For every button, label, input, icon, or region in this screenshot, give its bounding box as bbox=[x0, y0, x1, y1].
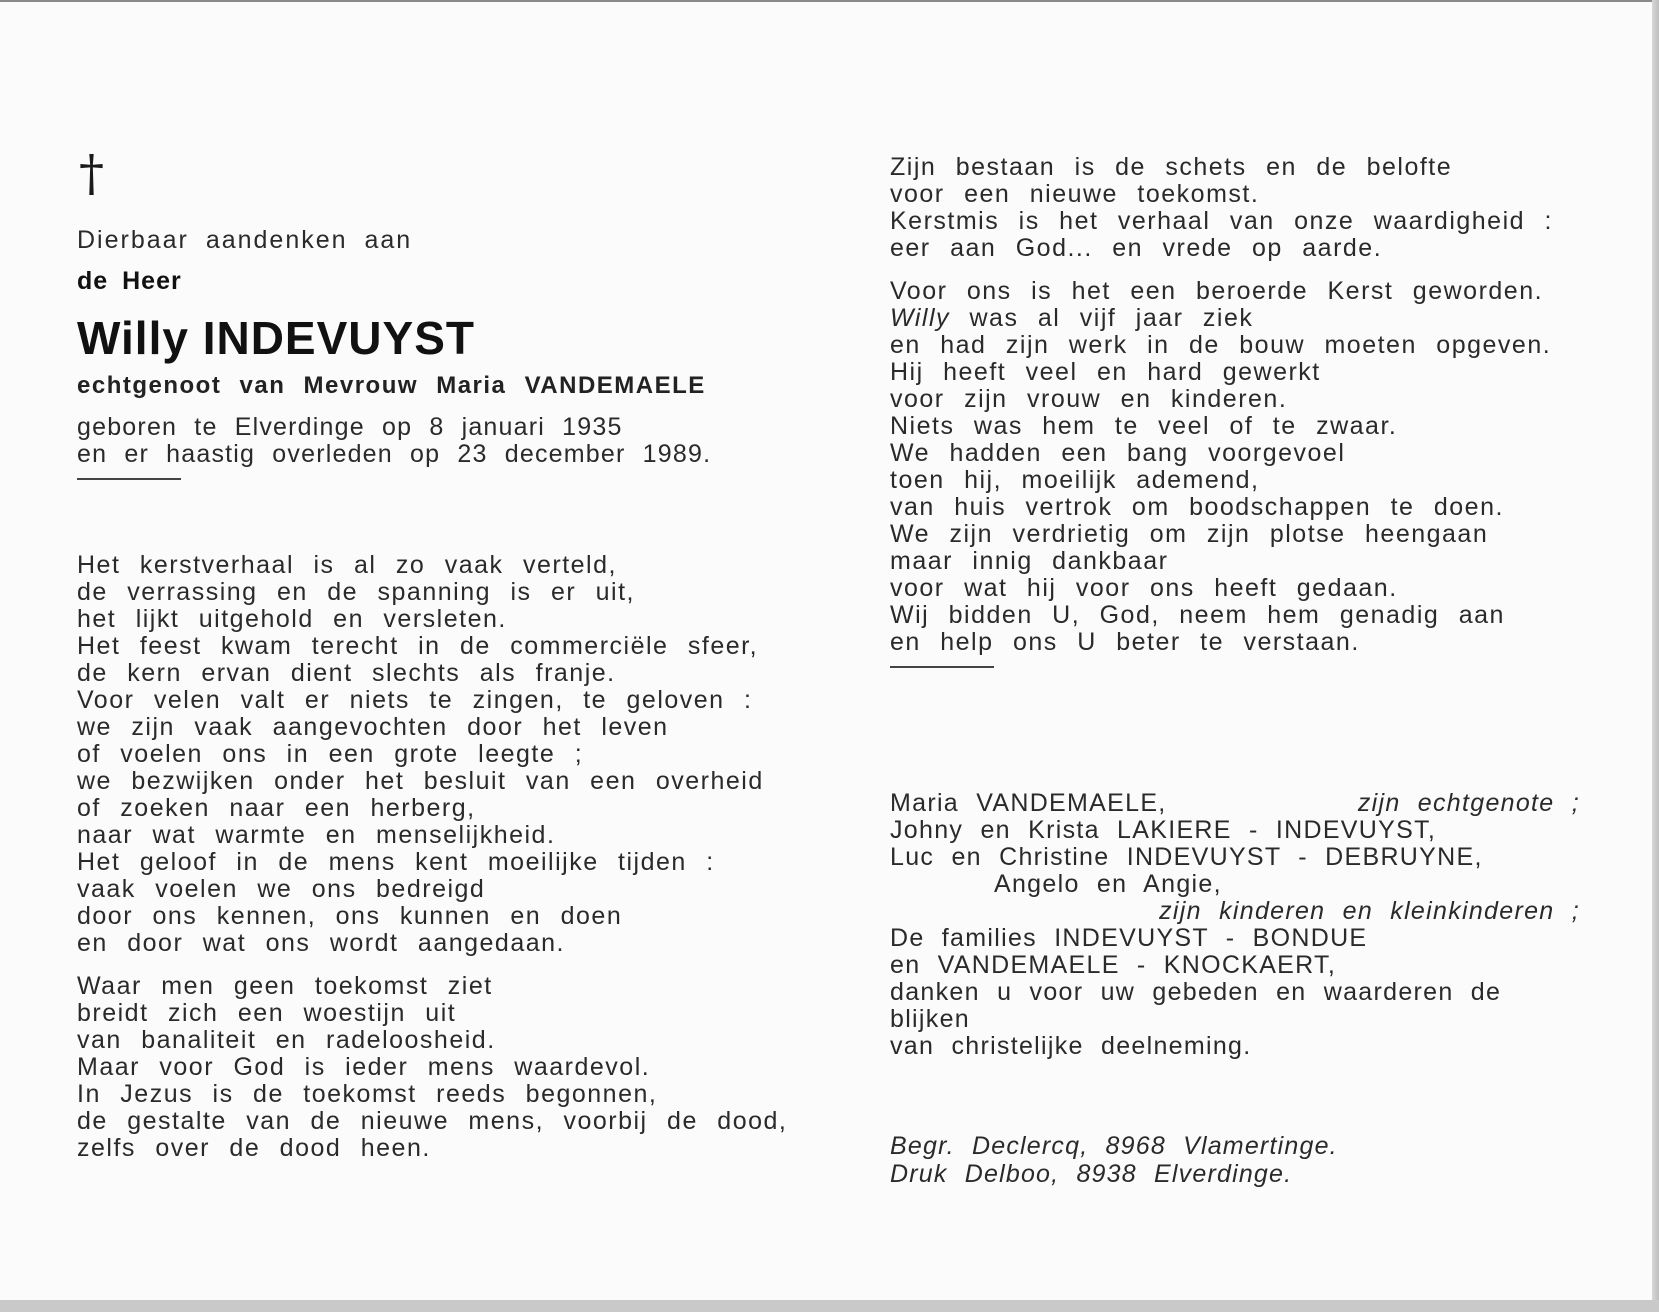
families-line: en VANDEMAELE - KNOCKAERT, bbox=[890, 951, 1337, 979]
printer-line: Druk Delboo, 8938 Elverdinge. bbox=[890, 1160, 1293, 1188]
verse-line: we zijn vaak aangevochten door het leven bbox=[77, 713, 669, 741]
verse-line-rest: was al vijf jaar ziek bbox=[950, 304, 1254, 332]
verse-line: Het kerstverhaal is al zo vaak verteld, bbox=[77, 551, 617, 579]
divider bbox=[890, 666, 994, 668]
verse-line: Het feest kwam terecht in de commerciële sfeer, bbox=[77, 632, 759, 660]
verse-line: In Jezus is de toekomst reeds begonnen, bbox=[77, 1080, 658, 1108]
verse-line: de verrassing en de spanning is er uit, bbox=[77, 578, 635, 606]
verse-line: en door wat ons wordt aangedaan. bbox=[77, 929, 565, 957]
verse-line: Maar voor God is ieder mens waardevol. bbox=[77, 1053, 651, 1081]
verse-line: voor wat hij voor ons heeft gedaan. bbox=[890, 574, 1398, 602]
verse-line bbox=[890, 305, 1590, 332]
verse-line: Hij heeft veel en hard gewerkt bbox=[890, 358, 1321, 386]
right-column bbox=[890, 154, 1590, 1188]
verse-line: Het geloof in de mens kent moeilijke tijden : bbox=[77, 848, 715, 876]
birth-line: geboren te Elverdinge op 8 januari 1935 bbox=[77, 413, 623, 441]
verse-line: de gestalte van de nieuwe mens, voorbij de dood, bbox=[77, 1107, 788, 1135]
verse-line: en had zijn werk in de bouw moeten opgeven. bbox=[890, 331, 1552, 359]
verse-line: breidt zich een woestijn uit bbox=[77, 999, 457, 1027]
divider bbox=[77, 478, 181, 480]
wife-name: Maria VANDEMAELE, bbox=[890, 789, 1167, 817]
thanks-line: van christelijke deelneming. bbox=[890, 1032, 1252, 1060]
right-verse-1 bbox=[890, 154, 1590, 262]
verse-line: eer aan God... en vrede op aarde. bbox=[890, 234, 1383, 262]
verse-line: Niets was hem te veel of te zwaar. bbox=[890, 412, 1398, 440]
verse-line: zelfs over de dood heen. bbox=[77, 1134, 431, 1162]
spouse-line: echtgenoot van Mevrouw Maria VANDEMAELE bbox=[77, 372, 706, 399]
left-verse-2 bbox=[77, 973, 797, 1162]
verse-line: en help ons U beter te verstaan. bbox=[890, 628, 1360, 656]
verse-line: We zijn verdrietig om zijn plotse heengaan bbox=[890, 520, 1489, 548]
verse-line: Waar men geen toekomst ziet bbox=[77, 972, 493, 1000]
verse-line: van huis vertrok om boodschappen te doen. bbox=[890, 493, 1504, 521]
verse-line: de kern ervan dient slechts als franje. bbox=[77, 659, 616, 687]
verse-line: Voor ons is het een beroerde Kerst geworden. bbox=[890, 277, 1544, 305]
card-edge bbox=[1652, 0, 1659, 1312]
verse-line: vaak voelen we ons bedreigd bbox=[77, 875, 486, 903]
birth-death-dates bbox=[77, 414, 797, 468]
thanks-line: danken u voor uw gebeden en waarderen de blijken bbox=[890, 978, 1502, 1033]
families-line: De families INDEVUYST - BONDUE bbox=[890, 924, 1368, 952]
verse-line: Zijn bestaan is de schets en de belofte bbox=[890, 153, 1453, 181]
verse-line: We hadden een bang voorgevoel bbox=[890, 439, 1346, 467]
child-line: Luc en Christine INDEVUYST - DEBRUYNE, bbox=[890, 843, 1483, 871]
deceased-name: Willy INDEVUYST bbox=[77, 312, 475, 364]
honorific: de Heer bbox=[77, 267, 182, 295]
right-verse-2 bbox=[890, 278, 1590, 656]
verse-line: voor een nieuwe toekomst. bbox=[890, 180, 1260, 208]
children-role: zijn kinderen en kleinkinderen ; bbox=[1159, 897, 1580, 925]
verse-line: we bezwijken onder het besluit van een overheid bbox=[77, 767, 764, 795]
verse-line: voor zijn vrouw en kinderen. bbox=[890, 385, 1288, 413]
verse-line: Wij bidden U, God, neem hem genadig aan bbox=[890, 601, 1505, 629]
death-line: en er haastig overleden op 23 december 1989. bbox=[77, 440, 712, 468]
wife-line bbox=[890, 790, 1580, 817]
verse-line: Kerstmis is het verhaal van onze waardigheid : bbox=[890, 207, 1553, 235]
verse-line: door ons kennen, ons kunnen en doen bbox=[77, 902, 623, 930]
verse-line: maar innig dankbaar bbox=[890, 547, 1169, 575]
verse-line: het lijkt uitgehold en versleten. bbox=[77, 605, 507, 633]
wife-role: zijn echtgenote ; bbox=[1357, 789, 1580, 817]
cross-icon: † bbox=[79, 144, 104, 202]
undertaker-line: Begr. Declercq, 8968 Vlamertinge. bbox=[890, 1132, 1338, 1160]
verse-line: Voor velen valt er niets te zingen, te geloven : bbox=[77, 686, 753, 714]
intro-text: Dierbaar aandenken aan bbox=[77, 226, 413, 254]
card-edge bbox=[0, 1300, 1659, 1312]
verse-line: of zoeken naar een herberg, bbox=[77, 794, 476, 822]
verse-line: toen hij, moeilijk ademend, bbox=[890, 466, 1260, 494]
verse-line: of voelen ons in een grote leegte ; bbox=[77, 740, 584, 768]
left-column bbox=[77, 144, 797, 1162]
printer-credits bbox=[890, 1132, 1590, 1188]
name-italic: Willy bbox=[890, 304, 951, 332]
verse-line: van banaliteit en radeloosheid. bbox=[77, 1026, 496, 1054]
left-verse-1 bbox=[77, 552, 797, 957]
child-line: Johny en Krista LAKIERE - INDEVUYST, bbox=[890, 816, 1437, 844]
verse-line: naar wat warmte en menselijkheid. bbox=[77, 821, 556, 849]
family-list bbox=[890, 790, 1590, 1060]
grandchildren-line: Angelo en Angie, bbox=[994, 870, 1222, 898]
